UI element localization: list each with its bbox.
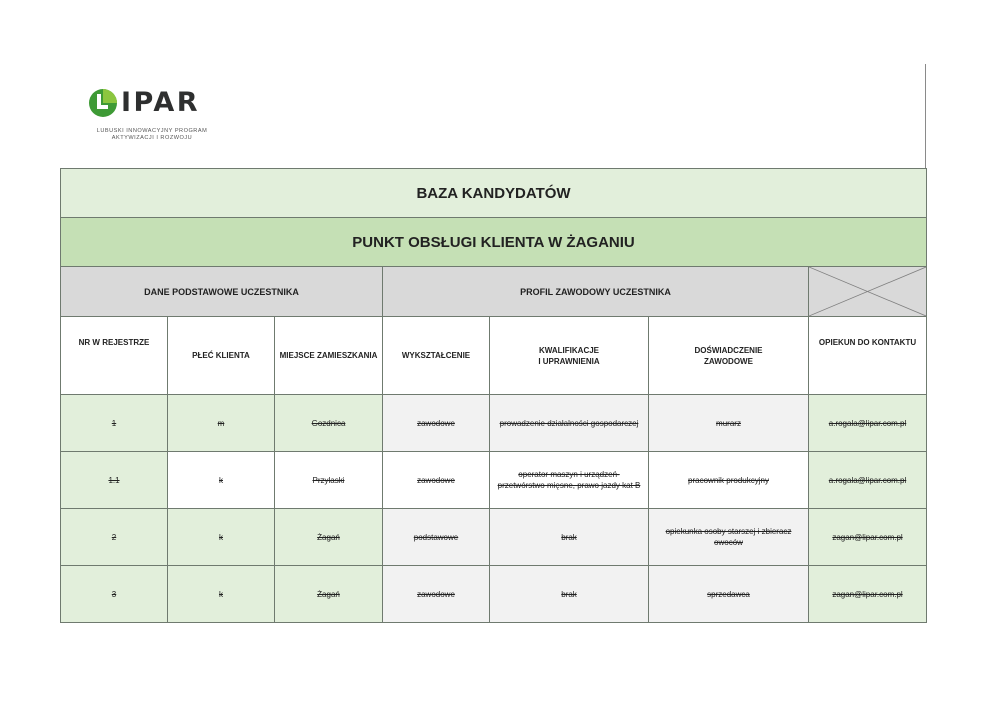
- cell-education: zawodowe: [383, 452, 490, 509]
- cell-nr: 2: [61, 509, 168, 566]
- header-education: WYKSZTAŁCENIE: [383, 317, 490, 395]
- cell-qualifications-line1: brak: [561, 589, 577, 599]
- header-contact: OPIEKUN DO KONTAKTU: [809, 317, 927, 395]
- cell-experience: [649, 395, 809, 452]
- table-row: [61, 566, 927, 623]
- cell-education: podstawowe: [383, 509, 490, 566]
- table-row: [61, 452, 927, 509]
- cell-qualifications: [490, 395, 649, 452]
- header-qualifications: [490, 317, 649, 395]
- office-subtitle: PUNKT OBSŁUGI KLIENTA W ŻAGANIU: [61, 218, 927, 267]
- logo-tagline-line1: LUBUSKI INNOWACYJNY PROGRAM: [96, 128, 208, 134]
- header-qualifications-line2: I UPRAWNIENIA: [538, 356, 600, 366]
- header-experience-line1: DOŚWIADCZENIE: [694, 345, 763, 355]
- crossed-empty-cell: [809, 267, 927, 317]
- cell-experience-line1: pracownik produkcyjny: [688, 475, 769, 485]
- document-title: BAZA KANDYDATÓW: [61, 169, 927, 218]
- header-experience: [649, 317, 809, 395]
- leaf-logo-icon: [88, 88, 118, 118]
- cell-gender: k: [168, 452, 275, 509]
- cell-education: zawodowe: [383, 395, 490, 452]
- cell-residence: Gozdnica: [275, 395, 383, 452]
- header-nr: NR W REJESTRZE: [61, 317, 168, 395]
- cell-qualifications: [490, 509, 649, 566]
- logo-wordmark: IPAR: [121, 87, 201, 118]
- cell-qualifications-line1: brak: [561, 532, 577, 542]
- cell-gender: k: [168, 509, 275, 566]
- cell-contact: zagan@lipar.com.pl: [809, 509, 927, 566]
- cell-gender: k: [168, 566, 275, 623]
- cell-residence: Przylaski: [275, 452, 383, 509]
- candidates-table: [60, 168, 927, 623]
- cell-experience: [649, 509, 809, 566]
- cell-contact: a.rogala@lipar.com.pl: [809, 395, 927, 452]
- cell-experience: [649, 566, 809, 623]
- cell-qualifications-line2: przetwórstwo mięsne, prawo jazdy kat B: [497, 481, 641, 490]
- cell-gender: m: [168, 395, 275, 452]
- logo-tagline: [88, 128, 216, 142]
- cell-education: zawodowe: [383, 566, 490, 623]
- cell-nr: 1: [61, 395, 168, 452]
- cell-nr: 3: [61, 566, 168, 623]
- header-residence: MIEJSCE ZAMIESZKANIA: [275, 317, 383, 395]
- header-gender: PŁEĆ KLIENTA: [168, 317, 275, 395]
- cell-qualifications: [490, 566, 649, 623]
- cell-experience: [649, 452, 809, 509]
- section-basic-data: DANE PODSTAWOWE UCZESTNIKA: [61, 267, 383, 317]
- logo-tagline-line2: AKTYWIZACJI I ROZWOJU: [111, 135, 193, 141]
- cell-experience-line2: owoców: [714, 538, 743, 547]
- section-professional-profile: PROFIL ZAWODOWY UCZESTNIKA: [383, 267, 809, 317]
- header-experience-line2: ZAWODOWE: [704, 356, 753, 366]
- cell-nr: 1.1: [61, 452, 168, 509]
- cell-experience-line1: opiekunka osoby starszej i zbieracz: [665, 527, 792, 536]
- cell-qualifications: [490, 452, 649, 509]
- cross-lines: [809, 267, 926, 316]
- header-qualifications-line1: KWALIFIKACJE: [539, 345, 599, 355]
- cell-qualifications-line1: operator maszyn i urządzeń-: [518, 470, 620, 479]
- page-edge-line: [925, 64, 926, 169]
- table-row: [61, 395, 927, 452]
- cell-experience-line1: murarz: [716, 418, 741, 428]
- cell-contact: a.rogala@lipar.com.pl: [809, 452, 927, 509]
- cell-residence: Żagań: [275, 566, 383, 623]
- cell-residence: Żagań: [275, 509, 383, 566]
- cell-qualifications-line1: prowadzenie działalności gospodarczej: [499, 418, 639, 428]
- lipar-logo: [88, 86, 228, 146]
- table-row: [61, 509, 927, 566]
- cell-experience-line1: sprzedawca: [707, 589, 750, 599]
- cell-contact: zagan@lipar.com.pl: [809, 566, 927, 623]
